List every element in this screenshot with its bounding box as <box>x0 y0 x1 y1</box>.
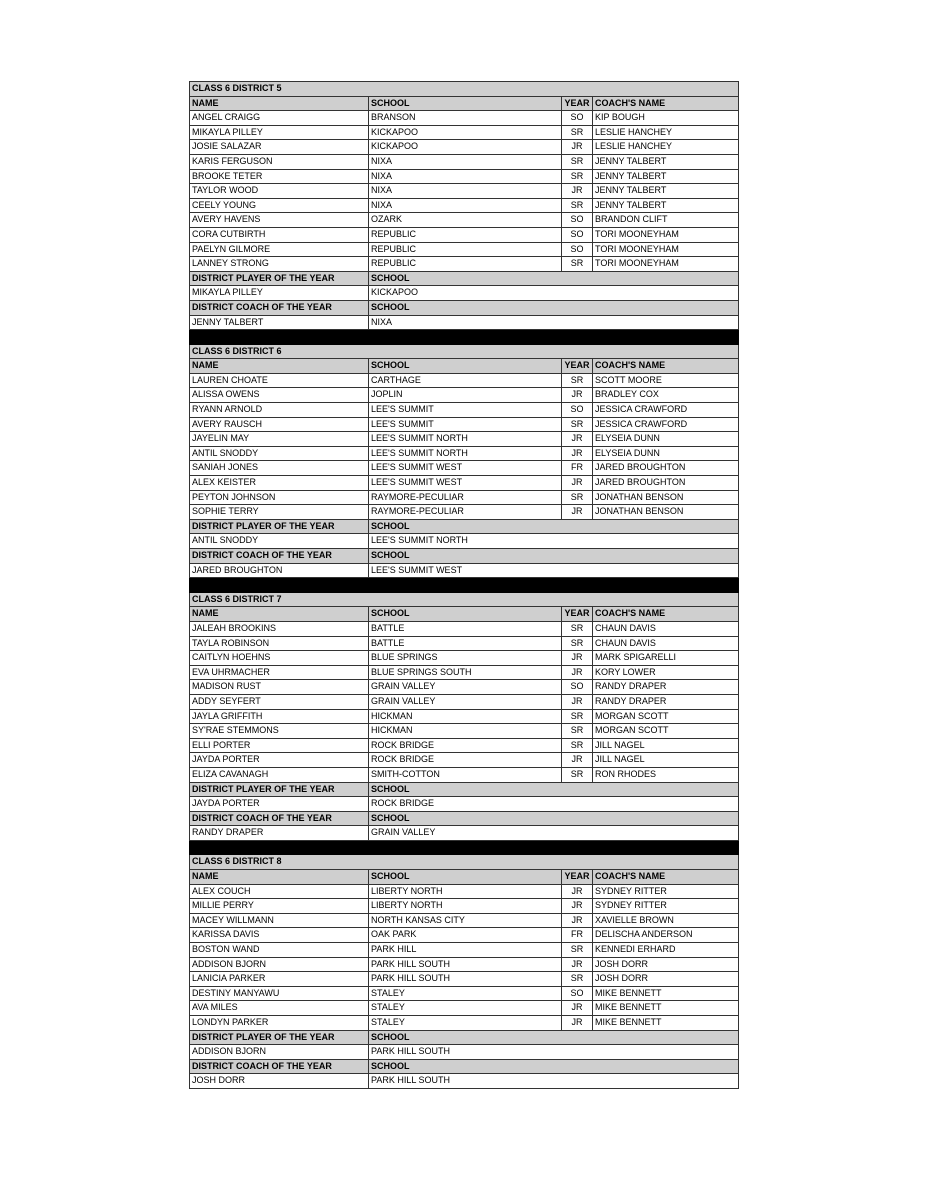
player-of-year-name: ADDISON BJORN <box>190 1045 369 1060</box>
coach-name: BRADLEY COX <box>593 388 739 403</box>
player-year: SR <box>562 257 593 272</box>
player-school: KICKAPOO <box>369 140 562 155</box>
table-row <box>190 986 739 1001</box>
coach-name: KIP BOUGH <box>593 111 739 126</box>
table-row <box>190 446 739 461</box>
coach-name: KORY LOWER <box>593 665 739 680</box>
coach-name: LESLIE HANCHEY <box>593 125 739 140</box>
coach-of-year-name: JARED BROUGHTON <box>190 563 369 578</box>
player-year: SO <box>562 213 593 228</box>
player-name: DESTINY MANYAWU <box>190 986 369 1001</box>
coach-name: JESSICA CRAWFORD <box>593 403 739 418</box>
player-school: BRANSON <box>369 111 562 126</box>
coach-name: MARK SPIGARELLI <box>593 651 739 666</box>
coach-name: DELISCHA ANDERSON <box>593 928 739 943</box>
player-name: TAYLOR WOOD <box>190 184 369 199</box>
coach-name: ELYSEIA DUNN <box>593 432 739 447</box>
player-name: ALISSA OWENS <box>190 388 369 403</box>
player-of-year-label: DISTRICT PLAYER OF THE YEAR <box>190 1030 369 1045</box>
coach-of-year-school-label: SCHOOL <box>369 1059 739 1074</box>
player-name: RYANN ARNOLD <box>190 403 369 418</box>
player-name: KARISSA DAVIS <box>190 928 369 943</box>
player-of-year-row <box>190 534 739 549</box>
player-school: JOPLIN <box>369 388 562 403</box>
player-school: LEE'S SUMMIT <box>369 417 562 432</box>
player-school: OAK PARK <box>369 928 562 943</box>
header-coach: COACH'S NAME <box>593 870 739 885</box>
player-year: SO <box>562 403 593 418</box>
player-year: SR <box>562 636 593 651</box>
player-of-year-label: DISTRICT PLAYER OF THE YEAR <box>190 519 369 534</box>
player-name: ANGEL CRAIGG <box>190 111 369 126</box>
player-school: LEE'S SUMMIT NORTH <box>369 432 562 447</box>
table-row <box>190 184 739 199</box>
header-coach: COACH'S NAME <box>593 96 739 111</box>
player-school: HICKMAN <box>369 709 562 724</box>
player-name: LONDYN PARKER <box>190 1016 369 1031</box>
player-school: LEE'S SUMMIT <box>369 403 562 418</box>
player-year: JR <box>562 957 593 972</box>
player-school: HICKMAN <box>369 724 562 739</box>
district-title: CLASS 6 DISTRICT 7 <box>190 592 739 607</box>
table-row <box>190 943 739 958</box>
player-year: SR <box>562 198 593 213</box>
table-row <box>190 373 739 388</box>
player-year: SR <box>562 154 593 169</box>
player-school: NORTH KANSAS CITY <box>369 913 562 928</box>
player-of-year-header <box>190 519 739 534</box>
coach-name: JOSH DORR <box>593 972 739 987</box>
player-year: JR <box>562 432 593 447</box>
all-district-table <box>189 81 739 1089</box>
district-title-row <box>190 344 739 359</box>
player-name: KARIS FERGUSON <box>190 154 369 169</box>
header-school: SCHOOL <box>369 96 562 111</box>
table-row <box>190 899 739 914</box>
player-name: BOSTON WAND <box>190 943 369 958</box>
header-school: SCHOOL <box>369 359 562 374</box>
table-row <box>190 242 739 257</box>
player-name: JALEAH BROOKINS <box>190 621 369 636</box>
table-row <box>190 709 739 724</box>
player-school: REPUBLIC <box>369 242 562 257</box>
coach-name: JENNY TALBERT <box>593 154 739 169</box>
player-year: SR <box>562 943 593 958</box>
coach-name: MORGAN SCOTT <box>593 724 739 739</box>
player-school: LIBERTY NORTH <box>369 899 562 914</box>
coach-name: TORI MOONEYHAM <box>593 242 739 257</box>
player-of-year-row <box>190 797 739 812</box>
header-school: SCHOOL <box>369 607 562 622</box>
header-name: NAME <box>190 870 369 885</box>
coach-of-year-header <box>190 1059 739 1074</box>
player-of-year-header <box>190 1030 739 1045</box>
player-of-year-name: JAYDA PORTER <box>190 797 369 812</box>
player-year: JR <box>562 140 593 155</box>
player-school: PARK HILL SOUTH <box>369 957 562 972</box>
table-row <box>190 1016 739 1031</box>
player-school: STALEY <box>369 986 562 1001</box>
player-year: JR <box>562 651 593 666</box>
coach-of-year-name: JOSH DORR <box>190 1074 369 1089</box>
table-row <box>190 417 739 432</box>
player-name: ANTIL SNODDY <box>190 446 369 461</box>
player-of-year-school: PARK HILL SOUTH <box>369 1045 739 1060</box>
coach-name: SYDNEY RITTER <box>593 884 739 899</box>
player-name: MIKAYLA PILLEY <box>190 125 369 140</box>
coach-name: JENNY TALBERT <box>593 198 739 213</box>
coach-of-year-name: RANDY DRAPER <box>190 826 369 841</box>
player-school: STALEY <box>369 1001 562 1016</box>
player-name: LAUREN CHOATE <box>190 373 369 388</box>
player-year: SO <box>562 111 593 126</box>
player-year: SO <box>562 680 593 695</box>
header-year: YEAR <box>562 359 593 374</box>
coach-of-year-header <box>190 549 739 564</box>
table-row <box>190 680 739 695</box>
coach-name: CHAUN DAVIS <box>593 636 739 651</box>
player-of-year-header <box>190 271 739 286</box>
column-header-row <box>190 96 739 111</box>
coach-of-year-name: JENNY TALBERT <box>190 315 369 330</box>
table-row <box>190 621 739 636</box>
table-row <box>190 505 739 520</box>
table-row <box>190 738 739 753</box>
section-divider <box>190 840 739 855</box>
header-name: NAME <box>190 96 369 111</box>
coach-of-year-school-label: SCHOOL <box>369 300 739 315</box>
player-of-year-school-label: SCHOOL <box>369 782 739 797</box>
player-year: SR <box>562 169 593 184</box>
coach-of-year-header <box>190 300 739 315</box>
player-year: SR <box>562 724 593 739</box>
player-school: RAYMORE-PECULIAR <box>369 505 562 520</box>
player-school: NIXA <box>369 184 562 199</box>
player-year: SO <box>562 242 593 257</box>
district-title-row <box>190 82 739 97</box>
header-school: SCHOOL <box>369 870 562 885</box>
player-school: RAYMORE-PECULIAR <box>369 490 562 505</box>
player-year: SR <box>562 738 593 753</box>
player-school: GRAIN VALLEY <box>369 694 562 709</box>
player-year: JR <box>562 1016 593 1031</box>
table-row <box>190 461 739 476</box>
table-row <box>190 913 739 928</box>
header-year: YEAR <box>562 96 593 111</box>
player-name: JAYDA PORTER <box>190 753 369 768</box>
player-school: BLUE SPRINGS <box>369 651 562 666</box>
table-row <box>190 257 739 272</box>
coach-name: TORI MOONEYHAM <box>593 257 739 272</box>
player-of-year-name: MIKAYLA PILLEY <box>190 286 369 301</box>
player-school: BATTLE <box>369 636 562 651</box>
coach-name: ELYSEIA DUNN <box>593 446 739 461</box>
coach-of-year-row <box>190 1074 739 1089</box>
column-header-row <box>190 607 739 622</box>
player-name: JOSIE SALAZAR <box>190 140 369 155</box>
divider-bar <box>190 578 739 593</box>
coach-name: KENNEDI ERHARD <box>593 943 739 958</box>
district-title-row <box>190 592 739 607</box>
player-name: MILLIE PERRY <box>190 899 369 914</box>
player-school: BLUE SPRINGS SOUTH <box>369 665 562 680</box>
player-school: PARK HILL <box>369 943 562 958</box>
player-of-year-header <box>190 782 739 797</box>
coach-name: MIKE BENNETT <box>593 1016 739 1031</box>
player-school: BATTLE <box>369 621 562 636</box>
coach-of-year-school-label: SCHOOL <box>369 811 739 826</box>
player-year: SR <box>562 621 593 636</box>
player-year: SR <box>562 417 593 432</box>
player-school: NIXA <box>369 198 562 213</box>
table-row <box>190 753 739 768</box>
player-of-year-label: DISTRICT PLAYER OF THE YEAR <box>190 271 369 286</box>
coach-of-year-label: DISTRICT COACH OF THE YEAR <box>190 1059 369 1074</box>
player-year: JR <box>562 388 593 403</box>
coach-name: SYDNEY RITTER <box>593 899 739 914</box>
player-year: JR <box>562 446 593 461</box>
header-coach: COACH'S NAME <box>593 359 739 374</box>
player-name: PAELYN GILMORE <box>190 242 369 257</box>
player-school: PARK HILL SOUTH <box>369 972 562 987</box>
player-name: SOPHIE TERRY <box>190 505 369 520</box>
coach-of-year-row <box>190 563 739 578</box>
table-row <box>190 227 739 242</box>
coach-of-year-school-label: SCHOOL <box>369 549 739 564</box>
player-year: SR <box>562 767 593 782</box>
coach-of-year-label: DISTRICT COACH OF THE YEAR <box>190 811 369 826</box>
column-header-row <box>190 359 739 374</box>
coach-name: JESSICA CRAWFORD <box>593 417 739 432</box>
player-year: JR <box>562 476 593 491</box>
player-year: FR <box>562 928 593 943</box>
coach-name: RON RHODES <box>593 767 739 782</box>
player-of-year-school-label: SCHOOL <box>369 519 739 534</box>
coach-name: JILL NAGEL <box>593 753 739 768</box>
player-name: ALEX KEISTER <box>190 476 369 491</box>
player-year: SR <box>562 125 593 140</box>
coach-name: JARED BROUGHTON <box>593 476 739 491</box>
player-school: OZARK <box>369 213 562 228</box>
player-year: SO <box>562 227 593 242</box>
section-divider <box>190 578 739 593</box>
coach-of-year-label: DISTRICT COACH OF THE YEAR <box>190 549 369 564</box>
player-school: KICKAPOO <box>369 125 562 140</box>
player-school: CARTHAGE <box>369 373 562 388</box>
player-year: JR <box>562 1001 593 1016</box>
header-name: NAME <box>190 607 369 622</box>
player-name: ELLI PORTER <box>190 738 369 753</box>
player-name: MACEY WILLMANN <box>190 913 369 928</box>
table-row <box>190 957 739 972</box>
table-row <box>190 198 739 213</box>
table-row <box>190 694 739 709</box>
player-year: JR <box>562 753 593 768</box>
all-district-sheet <box>189 81 738 1089</box>
player-school: SMITH-COTTON <box>369 767 562 782</box>
coach-name: BRANDON CLIFT <box>593 213 739 228</box>
table-row <box>190 154 739 169</box>
table-row <box>190 651 739 666</box>
player-name: CORA CUTBIRTH <box>190 227 369 242</box>
table-row <box>190 476 739 491</box>
player-school: LEE'S SUMMIT WEST <box>369 476 562 491</box>
coach-of-year-row <box>190 826 739 841</box>
player-name: SY'RAE STEMMONS <box>190 724 369 739</box>
coach-of-year-header <box>190 811 739 826</box>
coach-name: LESLIE HANCHEY <box>593 140 739 155</box>
player-of-year-row <box>190 1045 739 1060</box>
player-name: LANNEY STRONG <box>190 257 369 272</box>
player-name: AVA MILES <box>190 1001 369 1016</box>
district-title: CLASS 6 DISTRICT 5 <box>190 82 739 97</box>
table-row <box>190 140 739 155</box>
player-year: JR <box>562 913 593 928</box>
header-year: YEAR <box>562 870 593 885</box>
player-name: PEYTON JOHNSON <box>190 490 369 505</box>
coach-name: JARED BROUGHTON <box>593 461 739 476</box>
table-row <box>190 928 739 943</box>
coach-name: JOSH DORR <box>593 957 739 972</box>
player-school: GRAIN VALLEY <box>369 680 562 695</box>
section-divider <box>190 330 739 345</box>
player-of-year-school-label: SCHOOL <box>369 271 739 286</box>
coach-name: JONATHAN BENSON <box>593 490 739 505</box>
table-row <box>190 432 739 447</box>
player-year: SR <box>562 373 593 388</box>
player-year: JR <box>562 505 593 520</box>
player-year: JR <box>562 694 593 709</box>
player-name: ALEX COUCH <box>190 884 369 899</box>
table-row <box>190 388 739 403</box>
player-year: JR <box>562 899 593 914</box>
player-of-year-school: ROCK BRIDGE <box>369 797 739 812</box>
table-row <box>190 724 739 739</box>
player-name: ELIZA CAVANAGH <box>190 767 369 782</box>
district-title-row <box>190 855 739 870</box>
coach-of-year-school: LEE'S SUMMIT WEST <box>369 563 739 578</box>
player-name: MADISON RUST <box>190 680 369 695</box>
table-row <box>190 767 739 782</box>
table-row <box>190 884 739 899</box>
coach-name: SCOTT MOORE <box>593 373 739 388</box>
coach-of-year-row <box>190 315 739 330</box>
district-title: CLASS 6 DISTRICT 6 <box>190 344 739 359</box>
table-row <box>190 665 739 680</box>
player-school: LIBERTY NORTH <box>369 884 562 899</box>
player-name: AVERY RAUSCH <box>190 417 369 432</box>
coach-of-year-school: NIXA <box>369 315 739 330</box>
table-row <box>190 636 739 651</box>
player-name: CAITLYN HOEHNS <box>190 651 369 666</box>
coach-of-year-label: DISTRICT COACH OF THE YEAR <box>190 300 369 315</box>
player-of-year-label: DISTRICT PLAYER OF THE YEAR <box>190 782 369 797</box>
coach-name: JENNY TALBERT <box>593 184 739 199</box>
header-name: NAME <box>190 359 369 374</box>
coach-name: CHAUN DAVIS <box>593 621 739 636</box>
table-row <box>190 111 739 126</box>
player-name: EVA UHRMACHER <box>190 665 369 680</box>
table-row <box>190 125 739 140</box>
table-row <box>190 169 739 184</box>
player-school: STALEY <box>369 1016 562 1031</box>
player-school: NIXA <box>369 169 562 184</box>
divider-bar <box>190 840 739 855</box>
coach-name: RANDY DRAPER <box>593 680 739 695</box>
player-name: AVERY HAVENS <box>190 213 369 228</box>
player-name: JAYELIN MAY <box>190 432 369 447</box>
table-row <box>190 403 739 418</box>
coach-name: JENNY TALBERT <box>593 169 739 184</box>
player-school: REPUBLIC <box>369 227 562 242</box>
table-row <box>190 972 739 987</box>
table-row <box>190 490 739 505</box>
coach-name: MIKE BENNETT <box>593 986 739 1001</box>
player-name: ADDISON BJORN <box>190 957 369 972</box>
district-title: CLASS 6 DISTRICT 8 <box>190 855 739 870</box>
header-coach: COACH'S NAME <box>593 607 739 622</box>
player-of-year-school: LEE'S SUMMIT NORTH <box>369 534 739 549</box>
player-school: LEE'S SUMMIT WEST <box>369 461 562 476</box>
player-year: JR <box>562 184 593 199</box>
table-row <box>190 213 739 228</box>
column-header-row <box>190 870 739 885</box>
player-of-year-name: ANTIL SNODDY <box>190 534 369 549</box>
player-school: ROCK BRIDGE <box>369 753 562 768</box>
player-name: CEELY YOUNG <box>190 198 369 213</box>
coach-name: JONATHAN BENSON <box>593 505 739 520</box>
player-year: JR <box>562 665 593 680</box>
player-school: ROCK BRIDGE <box>369 738 562 753</box>
header-year: YEAR <box>562 607 593 622</box>
player-school: REPUBLIC <box>369 257 562 272</box>
player-of-year-school: KICKAPOO <box>369 286 739 301</box>
player-year: FR <box>562 461 593 476</box>
player-school: NIXA <box>369 154 562 169</box>
coach-name: JILL NAGEL <box>593 738 739 753</box>
coach-of-year-school: PARK HILL SOUTH <box>369 1074 739 1089</box>
player-year: SR <box>562 709 593 724</box>
player-name: SANIAH JONES <box>190 461 369 476</box>
player-of-year-row <box>190 286 739 301</box>
player-name: TAYLA ROBINSON <box>190 636 369 651</box>
player-school: LEE'S SUMMIT NORTH <box>369 446 562 461</box>
player-name: LANICIA PARKER <box>190 972 369 987</box>
coach-name: MIKE BENNETT <box>593 1001 739 1016</box>
coach-of-year-school: GRAIN VALLEY <box>369 826 739 841</box>
coach-name: TORI MOONEYHAM <box>593 227 739 242</box>
player-name: ADDY SEYFERT <box>190 694 369 709</box>
table-row <box>190 1001 739 1016</box>
player-name: JAYLA GRIFFITH <box>190 709 369 724</box>
player-year: JR <box>562 884 593 899</box>
player-year: SR <box>562 972 593 987</box>
player-of-year-school-label: SCHOOL <box>369 1030 739 1045</box>
coach-name: XAVIELLE BROWN <box>593 913 739 928</box>
divider-bar <box>190 330 739 345</box>
coach-name: MORGAN SCOTT <box>593 709 739 724</box>
coach-name: RANDY DRAPER <box>593 694 739 709</box>
player-year: SR <box>562 490 593 505</box>
player-name: BROOKE TETER <box>190 169 369 184</box>
player-year: SO <box>562 986 593 1001</box>
